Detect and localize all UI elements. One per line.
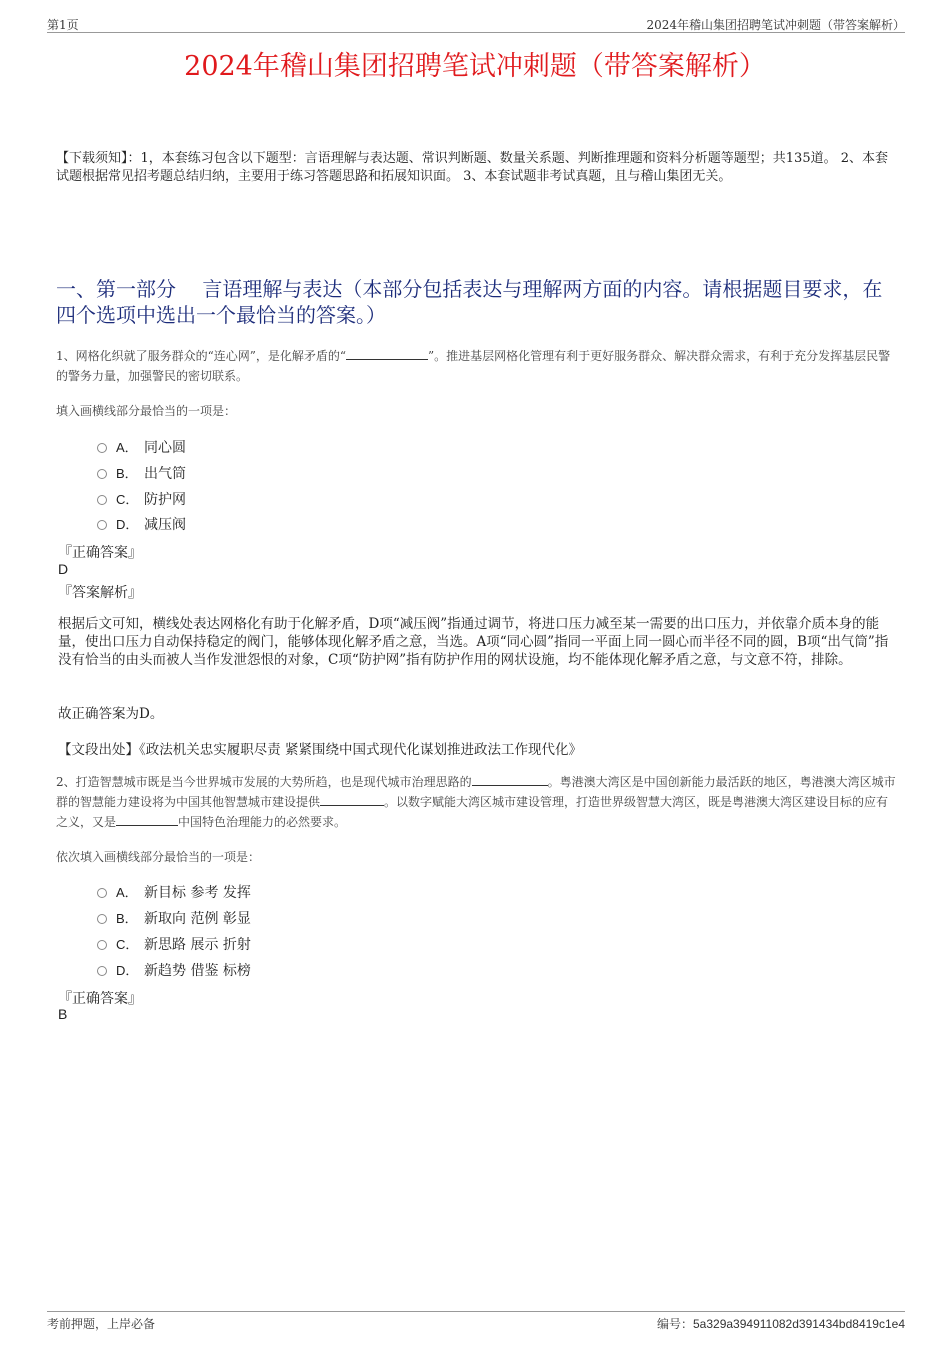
answer-blank — [346, 346, 428, 360]
radio-button-icon[interactable] — [97, 914, 107, 924]
question-1-option-b[interactable]: B． 出气筒 — [97, 463, 186, 483]
answer-blank — [320, 792, 384, 806]
text-source: 【文段出处】《政法机关忠实履职尽责 紧紧围绕中国式现代化谋划推进政法工作现代化》 — [58, 742, 583, 758]
radio-button-icon[interactable] — [97, 940, 107, 950]
correct-answer-label: 『正确答案』 — [58, 991, 142, 1007]
radio-button-icon[interactable] — [97, 495, 107, 505]
answer-blank — [472, 772, 548, 786]
question-1-option-a[interactable]: A． 同心圆 — [97, 437, 186, 457]
analysis-label: 『答案解析』 — [58, 585, 142, 601]
correct-answer: D — [58, 561, 69, 577]
question-2-option-d[interactable]: D． 新趋势 借鉴 标榜 — [97, 960, 251, 980]
answer-blank — [116, 812, 178, 826]
page-number: 第1页 — [47, 18, 79, 32]
radio-button-icon[interactable] — [97, 888, 107, 898]
question-2-option-b[interactable]: B． 新取向 范例 彰显 — [97, 908, 251, 928]
radio-button-icon[interactable] — [97, 966, 107, 976]
question-2-option-a[interactable]: A． 新目标 参考 发挥 — [97, 882, 251, 902]
correct-answer-label: 『正确答案』 — [58, 545, 142, 561]
download-notice: 【下载须知】：1，本套练习包含以下题型：言语理解与表达题、常识判断题、数量关系题、判断推理题和资料分析题等题型；共135道。 2、本套试题根据常见招考题总结归纳，主要用于练习答题思路和拓展知识面。 3、本套试题非考试真题，且与稽山集团无关。 — [56, 151, 888, 184]
page-header — [47, 14, 905, 33]
page-title: 2024年稽山集团招聘笔试冲刺题（带答案解析） — [184, 51, 766, 82]
section-heading: 一、第一部分 言语理解与表达（本部分包括表达与理解两方面的内容。请根据题目要求，在四个选项中选出一个最恰当的答案。） — [56, 277, 883, 327]
page-footer — [47, 1311, 905, 1331]
answer-analysis: 根据后文可知，横线处表达网格化有助于化解矛盾，D项“减压阀”指通过调节，将进口压力减至某一需要的出口压力，并依靠介质本身的能量，使出口压力自动保持稳定的阀门，能够体现化解矛盾之意，当选。A项“同心圆”指同一平面上同一圆心而半径不同的圆，B项“出气筒”指没有恰当的由头而被人当作发泄怨恨的对象，C项“防护网”指有防护作用的网状设施，均不能体现化解矛盾之意，与文意不符，排除。 — [58, 616, 889, 668]
answer-conclusion: 故正确答案为D。 — [58, 706, 164, 722]
question-2-option-c[interactable]: C． 新思路 展示 折射 — [97, 934, 251, 954]
question-1-option-c[interactable]: C． 防护网 — [97, 489, 186, 509]
question-2-stem: 2、打造智慧城市既是当今世界城市发展的大势所趋，也是现代城市治理思路的 。粤港澳大湾区是中国创新能力最活跃的地区，粤港澳大湾区城市群的智慧能力建设将为中国其他智慧城市建设提供 。以数字赋能大湾区城市建设管理，打造世界级智慧大湾区，既是粤港澳大湾区建设目标的应有之义，又是 中国特色治理能力的必然要求。 — [56, 772, 896, 832]
radio-button-icon[interactable] — [97, 520, 107, 530]
document-code: 编号：5a329a394911082d391434bd8419c1e4 — [656, 1317, 905, 1331]
correct-answer: B — [58, 1006, 68, 1022]
radio-button-icon[interactable] — [97, 469, 107, 479]
header-doc-title: 2024年稽山集团招聘笔试冲刺题（带答案解析） — [646, 18, 905, 32]
question-1-option-d[interactable]: D． 减压阀 — [97, 514, 186, 534]
question-2-prompt: 依次填入画横线部分最恰当的一项是： — [56, 850, 261, 864]
question-1-stem: 1、网格化织就了服务群众的“连心网”，是化解矛盾的“ ”。推进基层网格化管理有利于更好服务群众、解决群众需求，有利于充分发挥基层民警的警务力量，加强警民的密切联系。 — [56, 346, 896, 386]
question-1-prompt: 填入画横线部分最恰当的一项是： — [56, 404, 237, 418]
radio-button-icon[interactable] — [97, 443, 107, 453]
footer-slogan: 考前押题，上岸必备 — [47, 1317, 156, 1331]
